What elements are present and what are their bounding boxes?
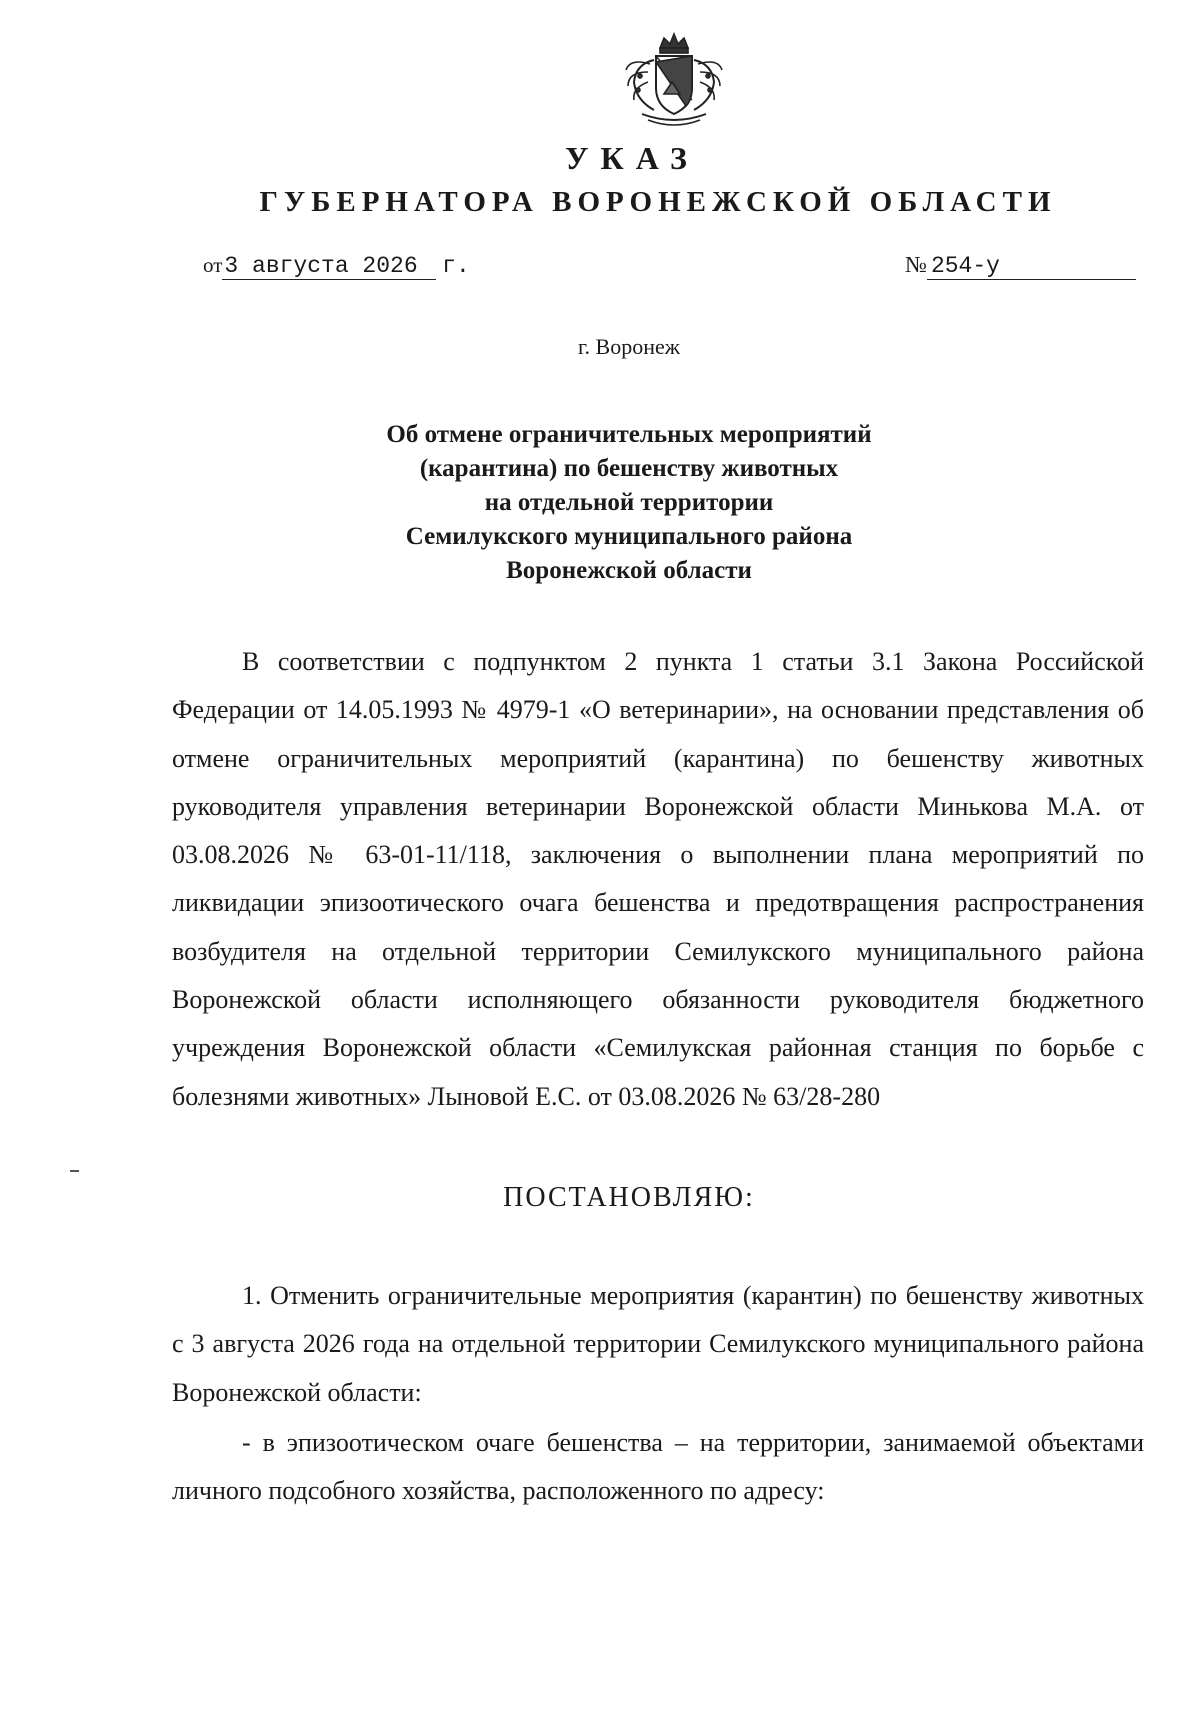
decree-heading: ПОСТАНОВЛЯЮ:	[503, 1182, 755, 1213]
document-subject	[0, 418, 1200, 588]
number-prefix: №	[905, 252, 927, 277]
item-1-paragraph: 1. Отменить ограничительные мероприятия (карантин) по бешенству животных с 3 августа 2026 года на отдельной территории Семилукского муниципального района Воронежской области:	[172, 1281, 1144, 1407]
date-suffix: г.	[442, 253, 470, 279]
subject-line: Семилукского муниципального района	[405, 523, 853, 550]
subject-line: (карантина) по бешенству животных	[419, 455, 839, 482]
scan-speck	[70, 1170, 79, 1172]
document-date	[203, 252, 470, 280]
document-number	[905, 252, 1136, 280]
subject-line: Воронежской области	[506, 557, 752, 584]
document-title: УКАЗ	[565, 140, 699, 176]
item-1-subpoint: - в эпизоотическом очаге бешенства – на территории, занимаемой объектами личного подсобного хозяйства, расположенного по адресу:	[172, 1428, 1144, 1506]
date-value: 3 августа 2026	[222, 253, 436, 280]
date-prefix: от	[203, 253, 223, 277]
document-city: г. Воронеж	[578, 334, 680, 359]
number-value: 254-у	[927, 253, 1136, 280]
preamble-paragraph: В соответствии с подпунктом 2 пункта 1 статьи 3.1 Закона Российской Федерации от 14.05.1993 № 4979-1 «О ветеринарии», на основании представления об отмене ограничительных мероприятий (карантина) по бешенству животных руководителя управления ветеринарии Воронежской области Минькова М.А. от 03.08.2026 № 63-01-11/118, заключения о выполнении плана мероприятий по ликвидации эпизоотического очага бешенства и предотвращения распространения возбудителя на отдельной территории Семилукского муниципального района Воронежской области исполняющего обязанности руководителя бюджетного учреждения Воронежской области «Семилукская районная станция по борьбе с болезнями животных» Лыновой Е.С. от 03.08.2026 № 63/28-280	[172, 647, 1144, 1111]
coat-of-arms-icon	[620, 30, 728, 130]
subject-line: на отдельной территории	[484, 489, 774, 516]
document-issuer: ГУБЕРНАТОРА ВОРОНЕЖСКОЙ ОБЛАСТИ	[259, 186, 1057, 218]
subject-line: Об отмене ограничительных мероприятий	[386, 421, 872, 448]
